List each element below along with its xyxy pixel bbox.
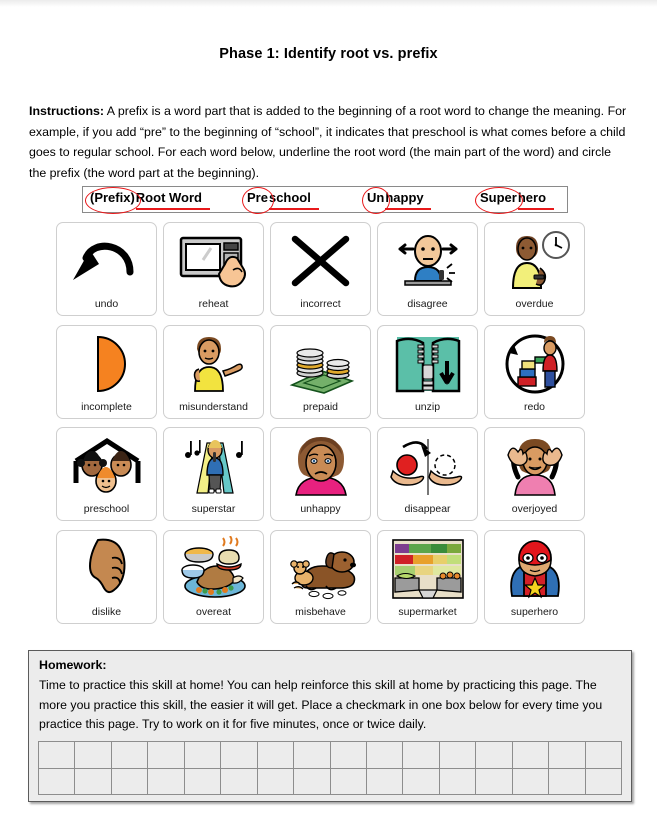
card-word-label: overeat xyxy=(195,605,232,618)
card-word-label: disagree xyxy=(407,298,448,310)
picture-card[interactable] xyxy=(377,530,478,624)
homework-checkbox-cell[interactable] xyxy=(586,742,622,769)
picture-card-grid xyxy=(56,222,588,624)
homework-text: Time to practice this skill at home! You can help reinforce this skill at home by practicing this page. The more you practice this skill, the easier it will get. Place a checkmark in one box below for every time you practice this page. Try to work on it for five minutes, once or twice daily. xyxy=(39,678,603,731)
grocery-aisle-icon xyxy=(378,533,477,605)
picture-card[interactable] xyxy=(270,222,371,316)
person-disagree-icon xyxy=(378,225,477,297)
curved-arrow-icon xyxy=(57,225,156,297)
sad-woman-icon xyxy=(271,430,370,502)
picture-card[interactable] xyxy=(163,530,264,624)
superhero-icon xyxy=(485,533,584,605)
homework-checkbox-cell[interactable] xyxy=(476,769,512,796)
example-word xyxy=(246,190,311,205)
picture-card[interactable] xyxy=(377,325,478,419)
homework-checkbox-cell[interactable] xyxy=(513,742,549,769)
zipper-icon xyxy=(378,328,477,400)
picture-card[interactable] xyxy=(377,427,478,521)
root-underline-mark xyxy=(385,208,431,210)
example-root: school xyxy=(268,190,311,205)
cheering-woman-icon xyxy=(485,430,584,502)
instructions-body: A prefix is a word part that is added to the beginning of a root word to change the meaning. For example, if you add “pre” to the beginning of “school”, it indicates that preschool is what comes before a child goes to regular school. For each word below, underline the root word (the main part of the word) and circle the prefix (the word part at the beginning). xyxy=(29,104,627,180)
page-title: Phase 1: Identify root vs. prefix xyxy=(219,46,438,62)
picture-card[interactable] xyxy=(270,325,371,419)
homework-checkbox-cell[interactable] xyxy=(294,769,330,796)
card-word-label: preschool xyxy=(83,503,130,515)
example-root: hero xyxy=(517,190,547,205)
card-word-label: unhappy xyxy=(300,503,341,515)
x-cross-icon xyxy=(271,225,370,297)
homework-checkbox-cell[interactable] xyxy=(185,742,221,769)
homework-checkbox-cell[interactable] xyxy=(331,742,367,769)
example-root: happy xyxy=(385,190,424,205)
homework-checkbox-cell[interactable] xyxy=(148,769,184,796)
picture-card[interactable] xyxy=(56,325,157,419)
root-underline-mark xyxy=(269,208,319,210)
picture-card[interactable] xyxy=(377,222,478,316)
card-word-label: prepaid xyxy=(302,400,339,413)
homework-checkbox-cell[interactable] xyxy=(39,742,75,769)
card-word-label: undo xyxy=(94,298,119,310)
card-word-label: supermarket xyxy=(398,605,457,618)
picture-card[interactable] xyxy=(484,530,585,624)
half-circle-icon xyxy=(57,328,156,400)
card-word-label: incomplete xyxy=(81,400,132,413)
three-children-icon xyxy=(57,430,156,502)
child-blocks-circle-icon xyxy=(485,328,584,400)
example-word xyxy=(89,190,202,205)
feast-meal-icon xyxy=(164,533,263,605)
homework-checkbox-cell[interactable] xyxy=(403,742,439,769)
homework-checkbox-cell[interactable] xyxy=(258,742,294,769)
example-word xyxy=(479,190,546,205)
microwave-hand-icon xyxy=(164,225,263,297)
homework-box xyxy=(28,650,632,802)
card-word-label: overdue xyxy=(515,298,554,310)
card-word-label: superstar xyxy=(191,503,236,515)
homework-checkbox-cell[interactable] xyxy=(221,769,257,796)
card-word-label: dislike xyxy=(91,605,122,618)
picture-card[interactable] xyxy=(163,222,264,316)
homework-checkbox-cell[interactable] xyxy=(549,769,585,796)
coins-money-icon xyxy=(271,328,370,400)
homework-checkbox-cell[interactable] xyxy=(185,769,221,796)
root-underline-mark xyxy=(518,208,554,210)
thumbs-down-icon xyxy=(57,533,156,605)
example-prefix: Super xyxy=(480,190,517,205)
page-top-shading xyxy=(0,0,657,7)
card-word-label: unzip xyxy=(414,400,441,413)
card-word-label: reheat xyxy=(198,298,229,310)
picture-card[interactable] xyxy=(56,530,157,624)
homework-checkbox-cell[interactable] xyxy=(221,742,257,769)
example-prefix: Un xyxy=(367,190,385,205)
homework-checkbox-cell[interactable] xyxy=(112,742,148,769)
card-word-label: misunderstand xyxy=(179,400,248,413)
homework-checkbox-cell[interactable] xyxy=(367,742,403,769)
homework-checkbox-cell[interactable] xyxy=(513,769,549,796)
homework-checkbox-cell[interactable] xyxy=(331,769,367,796)
homework-checkbox-cell[interactable] xyxy=(294,742,330,769)
example-prefix: Pre xyxy=(247,190,268,205)
card-word-label: disappear xyxy=(404,503,451,515)
homework-checkbox-cell[interactable] xyxy=(75,769,111,796)
dog-chewing-toy-icon xyxy=(271,533,370,605)
homework-checkbox-cell[interactable] xyxy=(112,769,148,796)
picture-card[interactable] xyxy=(270,530,371,624)
example-bar xyxy=(82,186,568,213)
homework-checkbox-grid[interactable] xyxy=(38,741,622,795)
picture-card[interactable] xyxy=(484,427,585,521)
card-word-label: incorrect xyxy=(300,298,341,310)
card-word-label: misbehave xyxy=(295,605,346,618)
example-root: Root Word xyxy=(135,190,202,205)
picture-card[interactable] xyxy=(484,325,585,419)
woman-clock-icon xyxy=(485,225,584,297)
homework-checkbox-cell[interactable] xyxy=(258,769,294,796)
homework-checkbox-cell[interactable] xyxy=(440,742,476,769)
instructions-label: Instructions: xyxy=(29,104,105,118)
homework-checkbox-cell[interactable] xyxy=(476,742,512,769)
picture-card[interactable] xyxy=(484,222,585,316)
card-word-label: overjoyed xyxy=(511,503,558,515)
card-word-label: redo xyxy=(523,400,545,413)
picture-card[interactable] xyxy=(163,427,264,521)
picture-card[interactable] xyxy=(270,427,371,521)
example-prefix: (Prefix) xyxy=(90,190,135,205)
card-word-label: superhero xyxy=(510,605,559,618)
example-word xyxy=(366,190,424,205)
homework-checkbox-cell[interactable] xyxy=(75,742,111,769)
homework-checkbox-cell[interactable] xyxy=(440,769,476,796)
picture-card[interactable] xyxy=(56,427,157,521)
homework-checkbox-cell[interactable] xyxy=(148,742,184,769)
person-shrug-icon xyxy=(164,328,263,400)
homework-checkbox-cell[interactable] xyxy=(586,769,622,796)
root-underline-mark xyxy=(136,208,210,210)
homework-title: Homework: xyxy=(39,658,107,672)
picture-card[interactable] xyxy=(163,325,264,419)
ball-vanish-hands-icon xyxy=(378,430,477,502)
homework-checkbox-cell[interactable] xyxy=(403,769,439,796)
homework-checkbox-cell[interactable] xyxy=(549,742,585,769)
instructions-paragraph xyxy=(29,101,629,183)
homework-checkbox-cell[interactable] xyxy=(367,769,403,796)
singer-stage-icon xyxy=(164,430,263,502)
homework-checkbox-cell[interactable] xyxy=(39,769,75,796)
picture-card[interactable] xyxy=(56,222,157,316)
